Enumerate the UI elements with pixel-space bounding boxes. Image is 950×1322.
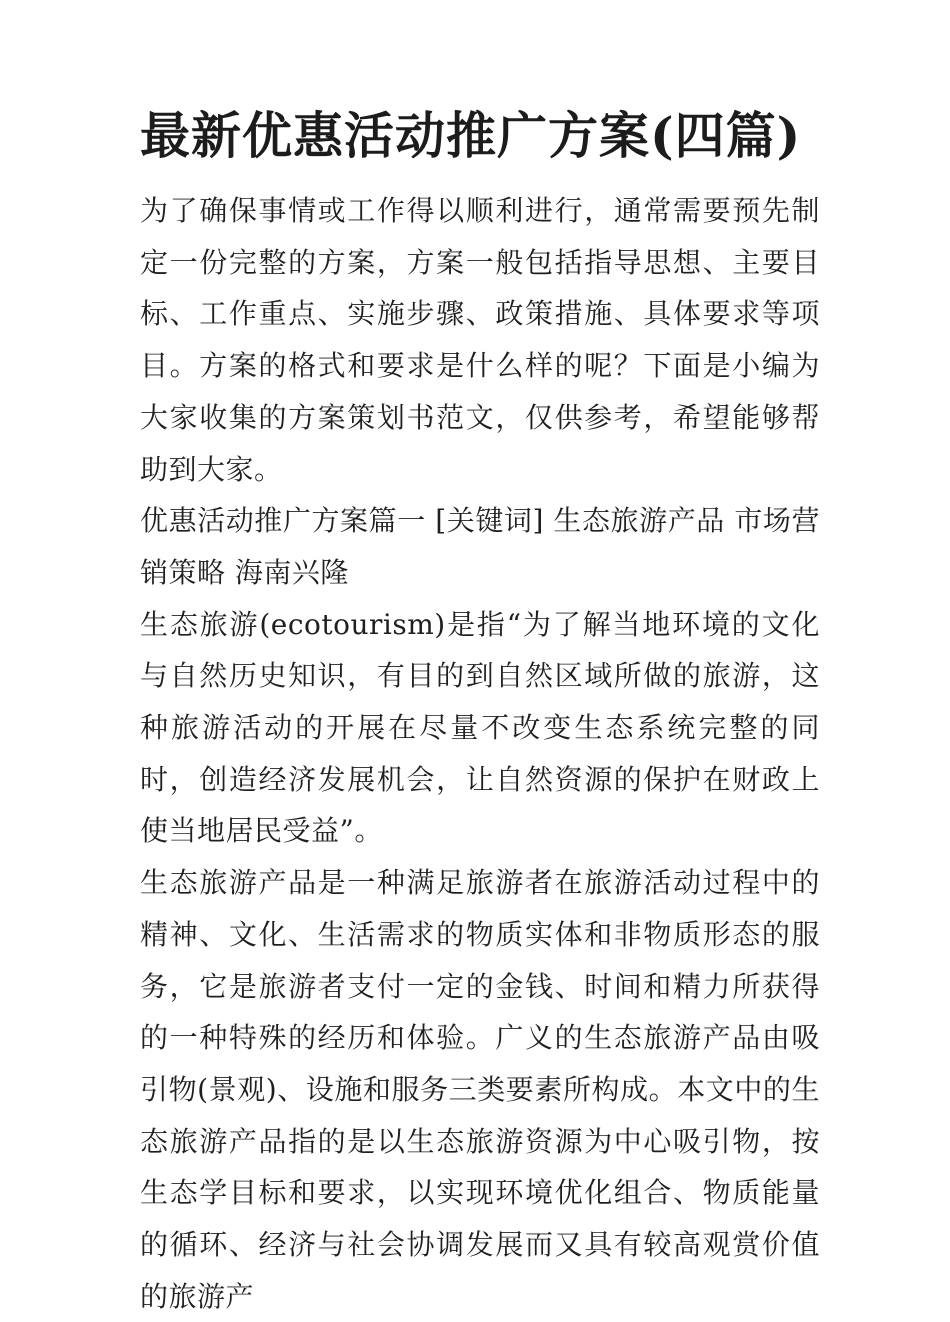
document-body (140, 185, 820, 1322)
paragraph-intro: 为了确保事情或工作得以顺利进行，通常需要预先制定一份完整的方案，方案一般包括指导思想、主要目标、工作重点、实施步骤、政策措施、具体要求等项目。方案的格式和要求是什么样的呢？下面是小编为大家收集的方案策划书范文，仅供参考，希望能够帮助到大家。 (140, 194, 820, 486)
paragraph-ecotourism-product: 生态旅游产品是一种满足旅游者在旅游活动过程中的精神、文化、生活需求的物质实体和非物质形态的服务，它是旅游者支付一定的金钱、时间和精力所获得的一种特殊的经历和体验。广义的生态旅游产品由吸引物(景观)、设施和服务三类要素所构成。本文中的生态旅游产品指的是以生态旅游资源为中心吸引物，按生态学目标和要求，以实现环境优化组合、物质能量的循环、经济与社会协调发展而又具有较高观赏价值的旅游产 (140, 866, 820, 1313)
paragraph-ecotourism-definition: 生态旅游(ecotourism)是指“为了解当地环境的文化与自然历史知识，有目的到自然区域所做的旅游，这种旅游活动的开展在尽量不改变生态系统完整的同时，创造经济发展机会，让自然资源的保护在财政上使当地居民受益”。 (140, 607, 820, 848)
document-title: 最新优惠活动推广方案(四篇) (140, 106, 802, 165)
paragraph-section-heading-keywords: 优惠活动推广方案篇一 [关键词] 生态旅游产品 市场营销策略 海南兴隆 (140, 504, 820, 589)
